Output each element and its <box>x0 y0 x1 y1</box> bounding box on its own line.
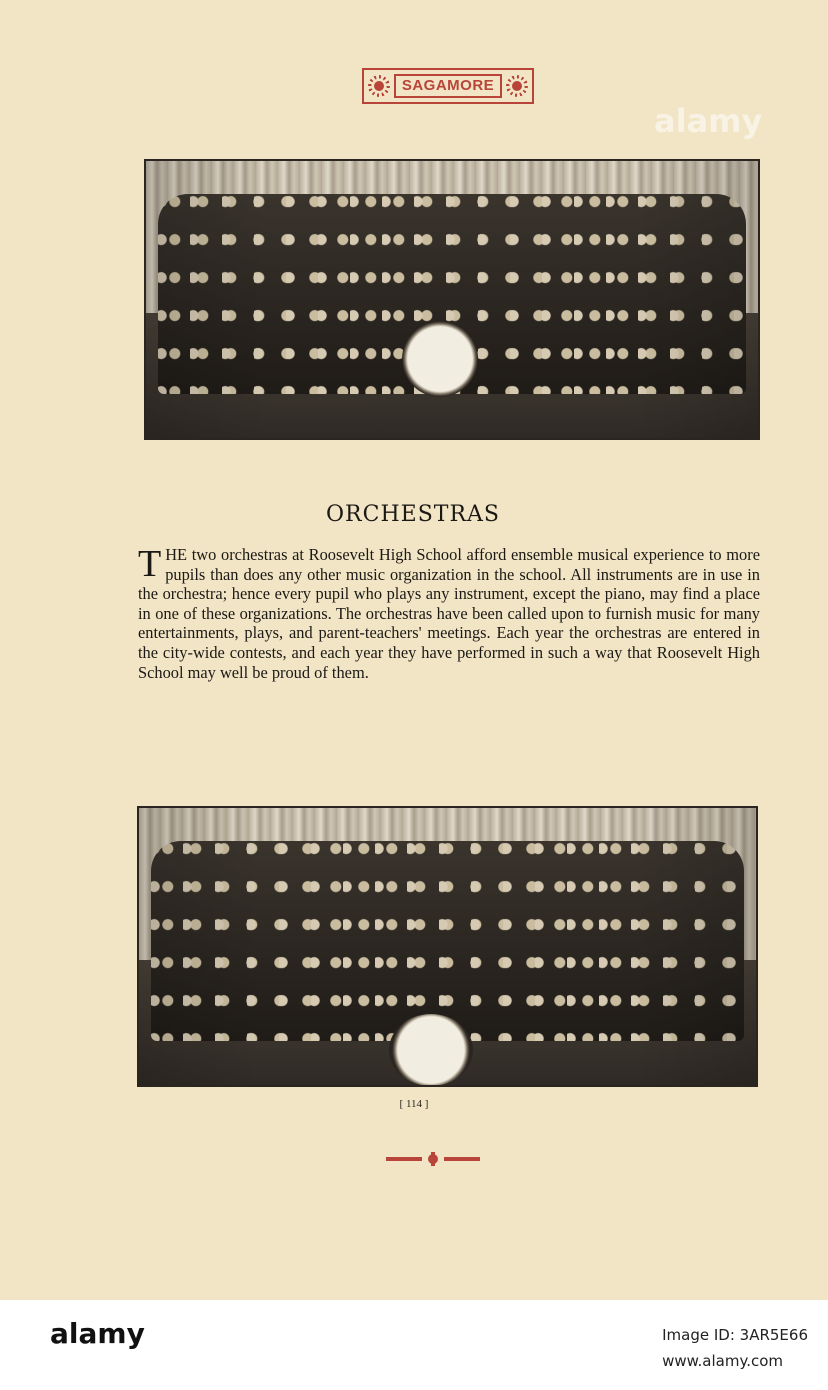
ornament-icon <box>386 1152 480 1166</box>
alamy-logo: alamy <box>50 1317 145 1350</box>
sun-left-icon <box>368 75 390 97</box>
drop-cap: T <box>138 543 162 585</box>
article-body: THE two orchestras at Roosevelt High School afford ensemble musical experience to more pupils than does any other music organization in the school. All instruments are in use in the orchestra; hence every pupil who plays any instrument, except the piano, may find a place in one of these organizations. The orchestras have been called upon to furnish music for many entertainments, plays, and parent-teachers' meetings. Each year the orchestras are entered in the city-wide contests, and each year they have performed in such a way that Roosevelt High School may well be proud of them. <box>138 543 760 682</box>
orchestra-photo-bottom <box>137 806 758 1087</box>
sun-right-icon <box>506 75 528 97</box>
image-id: Image ID: 3AR5E66 <box>662 1326 808 1344</box>
page-title: ORCHESTRAS <box>326 502 500 527</box>
logo-text: SAGAMORE <box>394 74 502 98</box>
watermark-overlay: alamy <box>654 102 763 140</box>
page-number: [ 114 ] <box>399 1098 429 1110</box>
site-url: www.alamy.com <box>662 1352 784 1370</box>
image-id-block <box>662 1322 808 1374</box>
orchestra-photo-top <box>144 159 760 440</box>
sagamore-logo <box>362 68 534 104</box>
